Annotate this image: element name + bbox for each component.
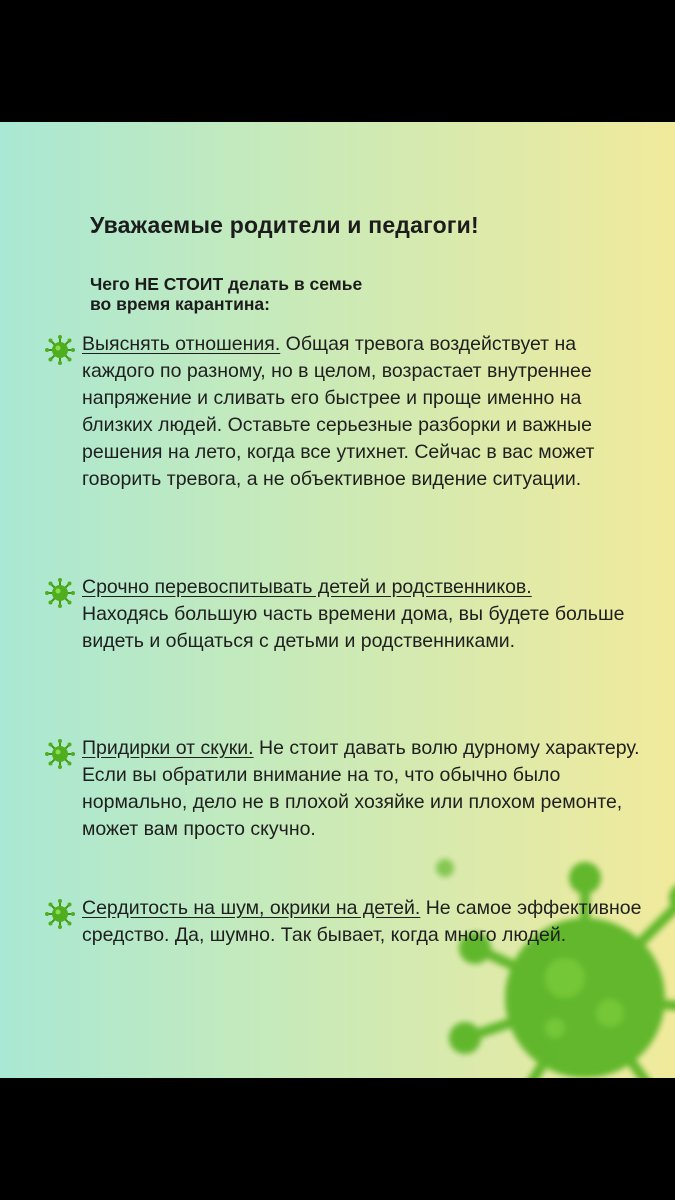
list-item <box>82 735 642 843</box>
virus-icon <box>44 898 76 930</box>
item-text: Общая тревога воздействует на каждого по разному, но в целом, возрастает внутреннее напряжение и сливать его быстрее и проще именно на близких людей. Оставьте серьезные разборки и важные решения на лето, когда все утихнет. Сейчас в вас может говорить тревога, а не объективное видение ситуации. <box>82 333 595 490</box>
item-text: Не самое эффективное средство. Да, шумно. Так бывает, когда много людей. <box>82 897 642 946</box>
item-heading: Сердитость на шум, окрики на детей. <box>82 897 421 919</box>
list-item <box>82 331 642 493</box>
virus-background-icon <box>415 838 675 1078</box>
virus-icon <box>44 577 76 609</box>
virus-icon <box>44 334 76 366</box>
item-heading: Придирки от скуки. <box>82 737 254 759</box>
page-title: Уважаемые родители и педагоги! <box>90 212 479 238</box>
item-heading: Выяснять отношения. <box>82 333 281 355</box>
list-item <box>82 895 642 949</box>
virus-icon <box>44 738 76 770</box>
page-subtitle: Чего НЕ СТОИТ делать в семье во время карантина: <box>90 274 363 314</box>
item-heading: Срочно перевоспитывать детей и родственников. <box>82 576 532 598</box>
info-card <box>0 122 675 1078</box>
item-text: Находясь большую часть времени дома, вы будете больше видеть и общаться с детьми и родственниками. <box>82 603 625 652</box>
list-item <box>82 574 642 655</box>
item-text: Не стоит давать волю дурному характеру. Если вы обратили внимание на то, что обычно было нормально, дело не в плохой хозяйке или плохом ремонте, может вам просто скучно. <box>82 737 640 840</box>
